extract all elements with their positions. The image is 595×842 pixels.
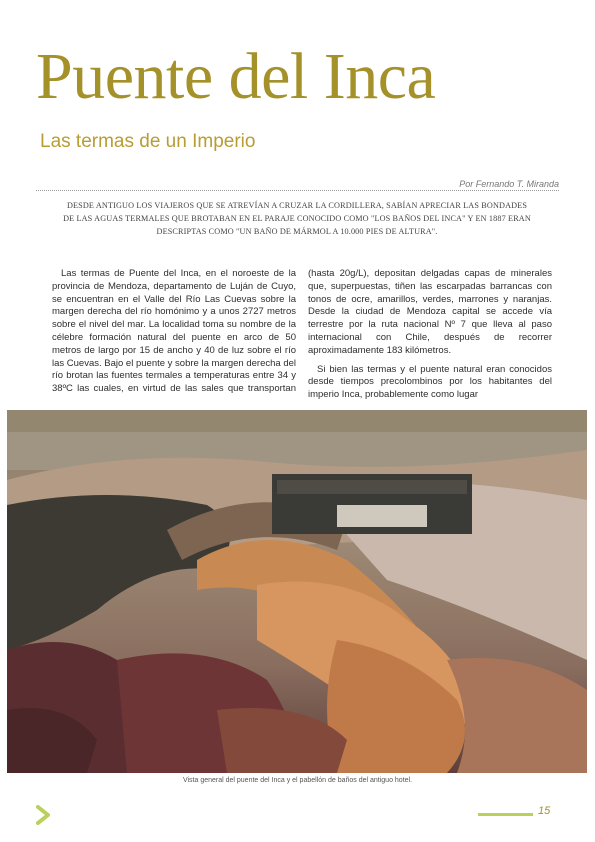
- body-paragraph-1: Las termas de Puente del Inca, en el noroeste de la provincia de Mendoza, departamento de Luján de Cuyo, se encuentran en el Valle del Río Las Cuevas sobre la margen derecha del río homónimo y a unos 2727 metros sobre el nivel del mar. La localidad toma su nombre de la célebre formación natural del puente en arco de 50 metros de largo por 15 de ancho y 40 de luz sobre el río las Cuevas. Bajo el puente y sobre la margen derecha del río brotan las fuentes termales a temperaturas entre 34 y 38ºC las cuales, en virtud de las sales que transportan (hasta 20g/L), depositan delgadas capas de minerales que, superpuestas, tiñen las escarpadas barrancas con tonos de ocre, amarillos, verdes, marrones y naranjas. Desde la ciudad de Mendoza capital se accede vía terrestre por la ruta nacional Nº 7 que lleva al paso internacional con Chile, después de recorrer aproximadamente 183 kilómetros.: [52, 268, 552, 395]
- article-body: [52, 268, 552, 405]
- article-subtitle: Las termas de un Imperio: [40, 131, 256, 152]
- page-number: 15: [538, 805, 551, 817]
- footer-accent-bar: [478, 813, 533, 816]
- puente-del-inca-illustration: [7, 410, 587, 773]
- lead-paragraph: DESDE ANTIGUO LOS VIAJEROS QUE SE ATREVÍAN A CRUZAR LA CORDILLERA, SABÍAN APRECIAR LAS BONDADES DE LAS AGUAS TERMALES QUE BROTABAN EN EL PARAJE CONOCIDO COMO "LOS BAÑOS DEL INCA" Y EN 1887 ERAN DESCRIPTAS COMO "UN BAÑO DE MÁRMOL A 10.000 PIES DE ALTURA".: [63, 201, 531, 236]
- article-photo: [7, 410, 587, 773]
- article-title: Puente del Inca: [36, 40, 436, 113]
- photo-caption: Vista general del puente del Inca y el pabellón de baños del antiguo hotel.: [182, 777, 413, 784]
- author-byline: Por Fernando T. Miranda: [459, 179, 559, 189]
- chevron-right-icon: [36, 805, 54, 825]
- byline-divider: [36, 190, 559, 191]
- body-paragraph-2: Si bien las termas y el puente natural eran conocidos desde tiempos precolombinos por los habitantes del imperio Inca, probablemente como lugar: [308, 363, 552, 401]
